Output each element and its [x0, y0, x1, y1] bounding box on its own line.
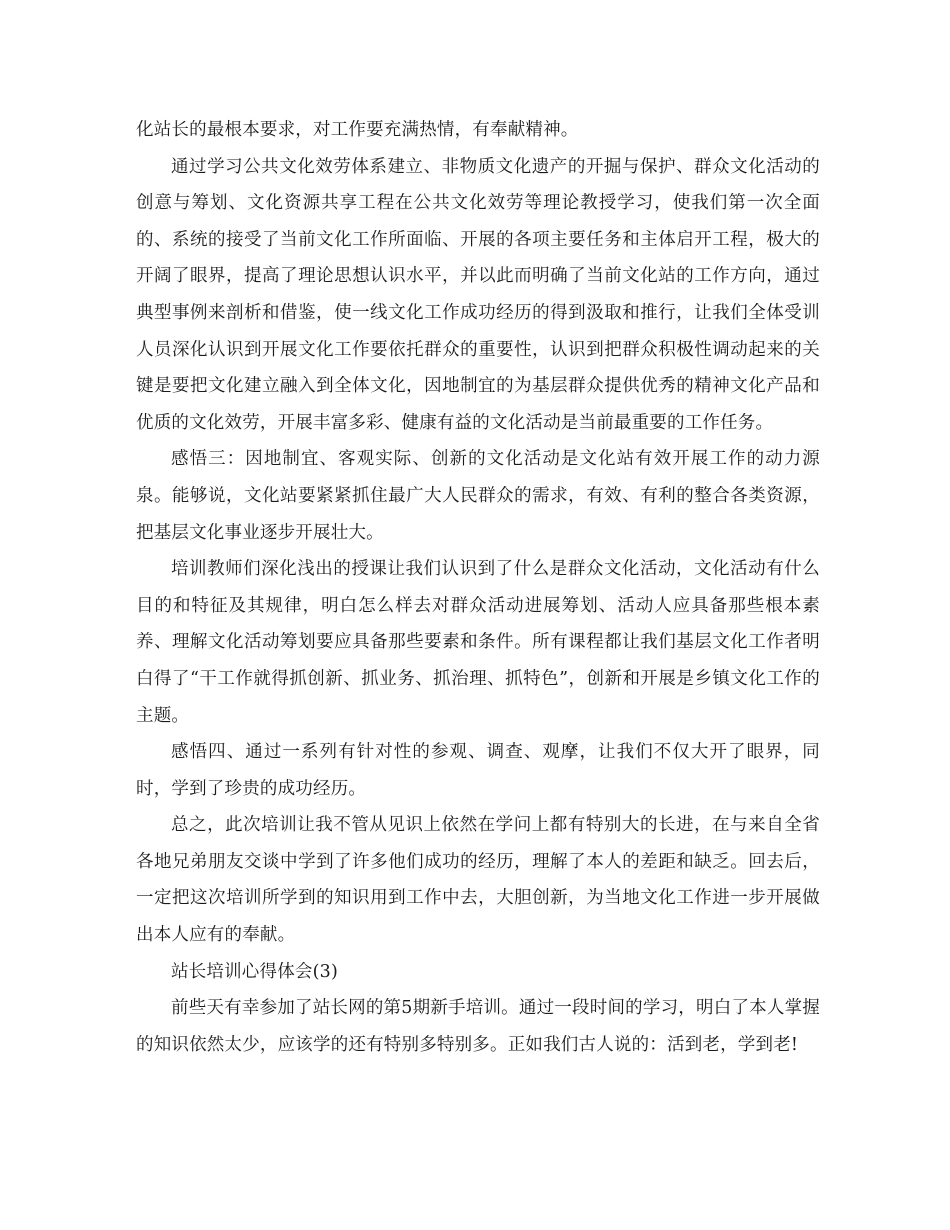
paragraph-teachers: 培训教师们深化浅出的授课让我们认识到了什么是群众文化活动，文化活动有什么目的和特征及其规律，明白怎么样去对群众活动进展筹划、活动人应具备那些根本素养、理解文化活动筹划要应具备那些要素和条件。所有课程都让我们基层文化工作者明白得了“干工作就得抓创新、抓业务、抓治理、抓特色”，创新和开展是乡镇文化工作的主题。	[136, 559, 820, 726]
paragraph-insight-four: 感悟四、通过一系列有针对性的参观、调查、观摩，让我们不仅大开了眼界，同时，学到了珍贵的成功经历。	[136, 742, 820, 799]
paragraph-continuation: 化站长的最根本要求，对工作要充满热情，有奉献精神。	[136, 120, 579, 140]
document-body	[136, 112, 820, 1063]
paragraph-study-content: 通过学习公共文化效劳体系建立、非物质文化遗产的开掘与保护、群众文化活动的创意与筹划、文化资源共享工程在公共文化效劳等理论教授学习，使我们第一次全面的、系统的接受了当前文化工作所面临、开展的各项主要任务和主体启开工程，极大的开阔了眼界，提高了理论思想认识水平，并以此而明确了当前文化站的工作方向，通过典型事例来剖析和借鉴，使一线文化工作成功经历的得到汲取和推行，让我们全体受训人员深化认识到开展文化工作要依托群众的重要性，认识到把群众积极性调动起来的关键是要把文化建立融入到全体文化，因地制宜的为基层群众提供优秀的精神文化产品和优质的文化效劳，开展丰富多彩、健康有益的文化活动是当前最重要的工作任务。	[136, 156, 820, 433]
paragraph-summary: 总之，此次培训让我不管从见识上依然在学问上都有特别大的长进，在与来自全省各地兄弟朋友交谈中学到了许多他们成功的经历，理解了本人的差距和缺乏。回去后，一定把这次培训所学到的知识用到工作中去，大胆创新，为当地文化工作进一步开展做出本人应有的奉献。	[136, 815, 820, 946]
paragraph-insight-three: 感悟三：因地制宜、客观实际、创新的文化活动是文化站有效开展工作的动力源泉。能够说，文化站要紧紧抓住最广大人民群众的需求，有效、有利的整合各类资源，把基层文化事业逐步开展壮大。	[136, 449, 820, 543]
section-heading: 站长培训心得体会(3)	[171, 961, 338, 982]
paragraph-section-three-intro: 前些天有幸参加了站长网的第5期新手培训。通过一段时间的学习，明白了本人掌握的知识依然太少，应该学的还有特别多特别多。正如我们古人说的：活到老，学到老!	[136, 998, 820, 1055]
